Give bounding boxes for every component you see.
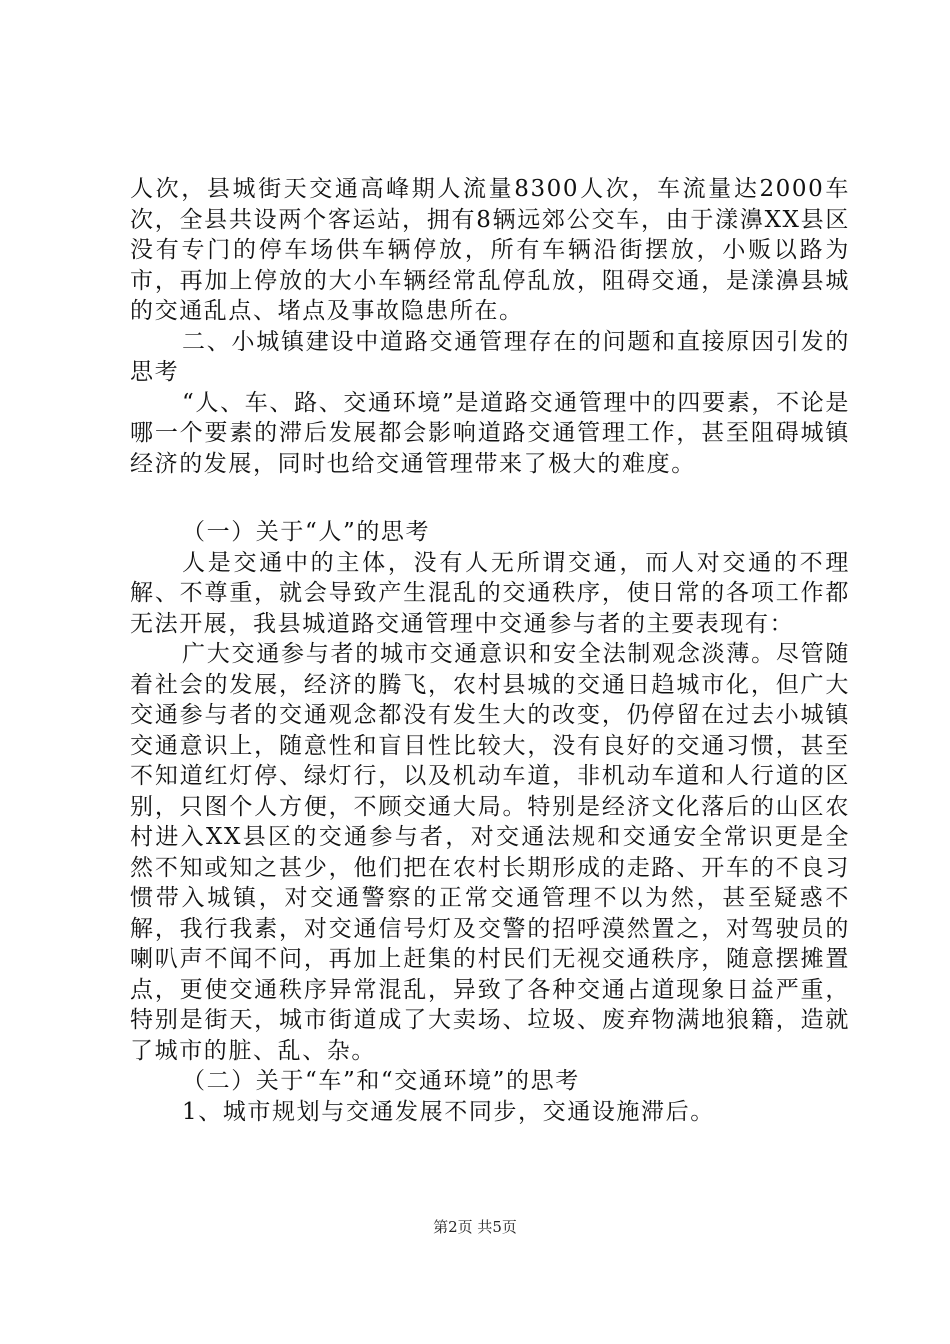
paragraph-people-awareness: 广大交通参与者的城市交通意识和安全法制观念淡薄。尽管随着社会的发展，经济的腾飞，农村县城的交通日趋城市化，但广大交通参与者的交通观念都没有发生大的改变，仍停留在过去小城镇交通意识上，随意性和盲目性比较大，没有良好的交通习惯，甚至不知道红灯停、绿灯行，以及机动车道，非机动车道和人行道的区别，只图个人方便，不顾交通大局。特别是经济文化落后的山区农村进入XX县区的交通参与者，对交通法规和交通安全常识更是全然不知或知之甚少，他们把在农村长期形成的走路、开车的不良习惯带入城镇，对交通警察的正常交通管理不以为然，甚至疑惑不解，我行我素，对交通信号灯及交警的招呼漠然置之，对驾驶员的喇叭声不闻不问，再加上赶集的村民们无视交通秩序，随意摆摊置点，更使交通秩序异常混乱，异致了各种交通占道现象日益严重，特别是街天，城市街道成了大卖场、垃圾、废弃物满地狼籍，造就了城市的脏、乱、杂。 bbox=[130, 641, 850, 1064]
subheading-people: （一）关于“人”的思考 bbox=[182, 519, 431, 545]
section-heading-problems: 二、小城镇建设中道路交通管理存在的问题和直接原因引发的思考 bbox=[130, 328, 850, 385]
page-number-footer: 第2页 共5页 bbox=[433, 1218, 517, 1236]
paragraph-people-intro: 人是交通中的主体，没有人无所谓交通，而人对交通的不理解、不尊重，就会导致产生混乱的交通秩序，使日常的各项工作都无法开展，我县城道路交通管理中交通参与者的主要表现有： bbox=[130, 549, 850, 637]
subheading-vehicles-environment: （二）关于“车”和“交通环境”的思考 bbox=[182, 1068, 580, 1094]
paragraph-four-elements: “人、车、路、交通环境”是道路交通管理中的四要素，不论是哪一个要素的滞后发展都会影响道路交通管理工作，甚至阻碍城镇经济的发展，同时也给交通管理带来了极大的难度。 bbox=[130, 389, 850, 477]
paragraph-traffic-statistics: 人次，县城街天交通高峰期人流量8300人次，车流量达2000车次，全县共设两个客运站，拥有8辆远郊公交车，由于漾濞XX县区没有专门的停车场供车辆停放，所有车辆沿街摆放，小贩以路为市，再加上停放的大小车辆经常乱停乱放，阻碍交通，是漾濞县城的交通乱点、堵点及事故隐患所在。 bbox=[130, 176, 850, 324]
paragraph-planning: 1、城市规划与交通发展不同步，交通设施滞后。 bbox=[182, 1098, 715, 1125]
paragraph-spacer bbox=[130, 479, 850, 517]
document-body bbox=[130, 174, 850, 1127]
